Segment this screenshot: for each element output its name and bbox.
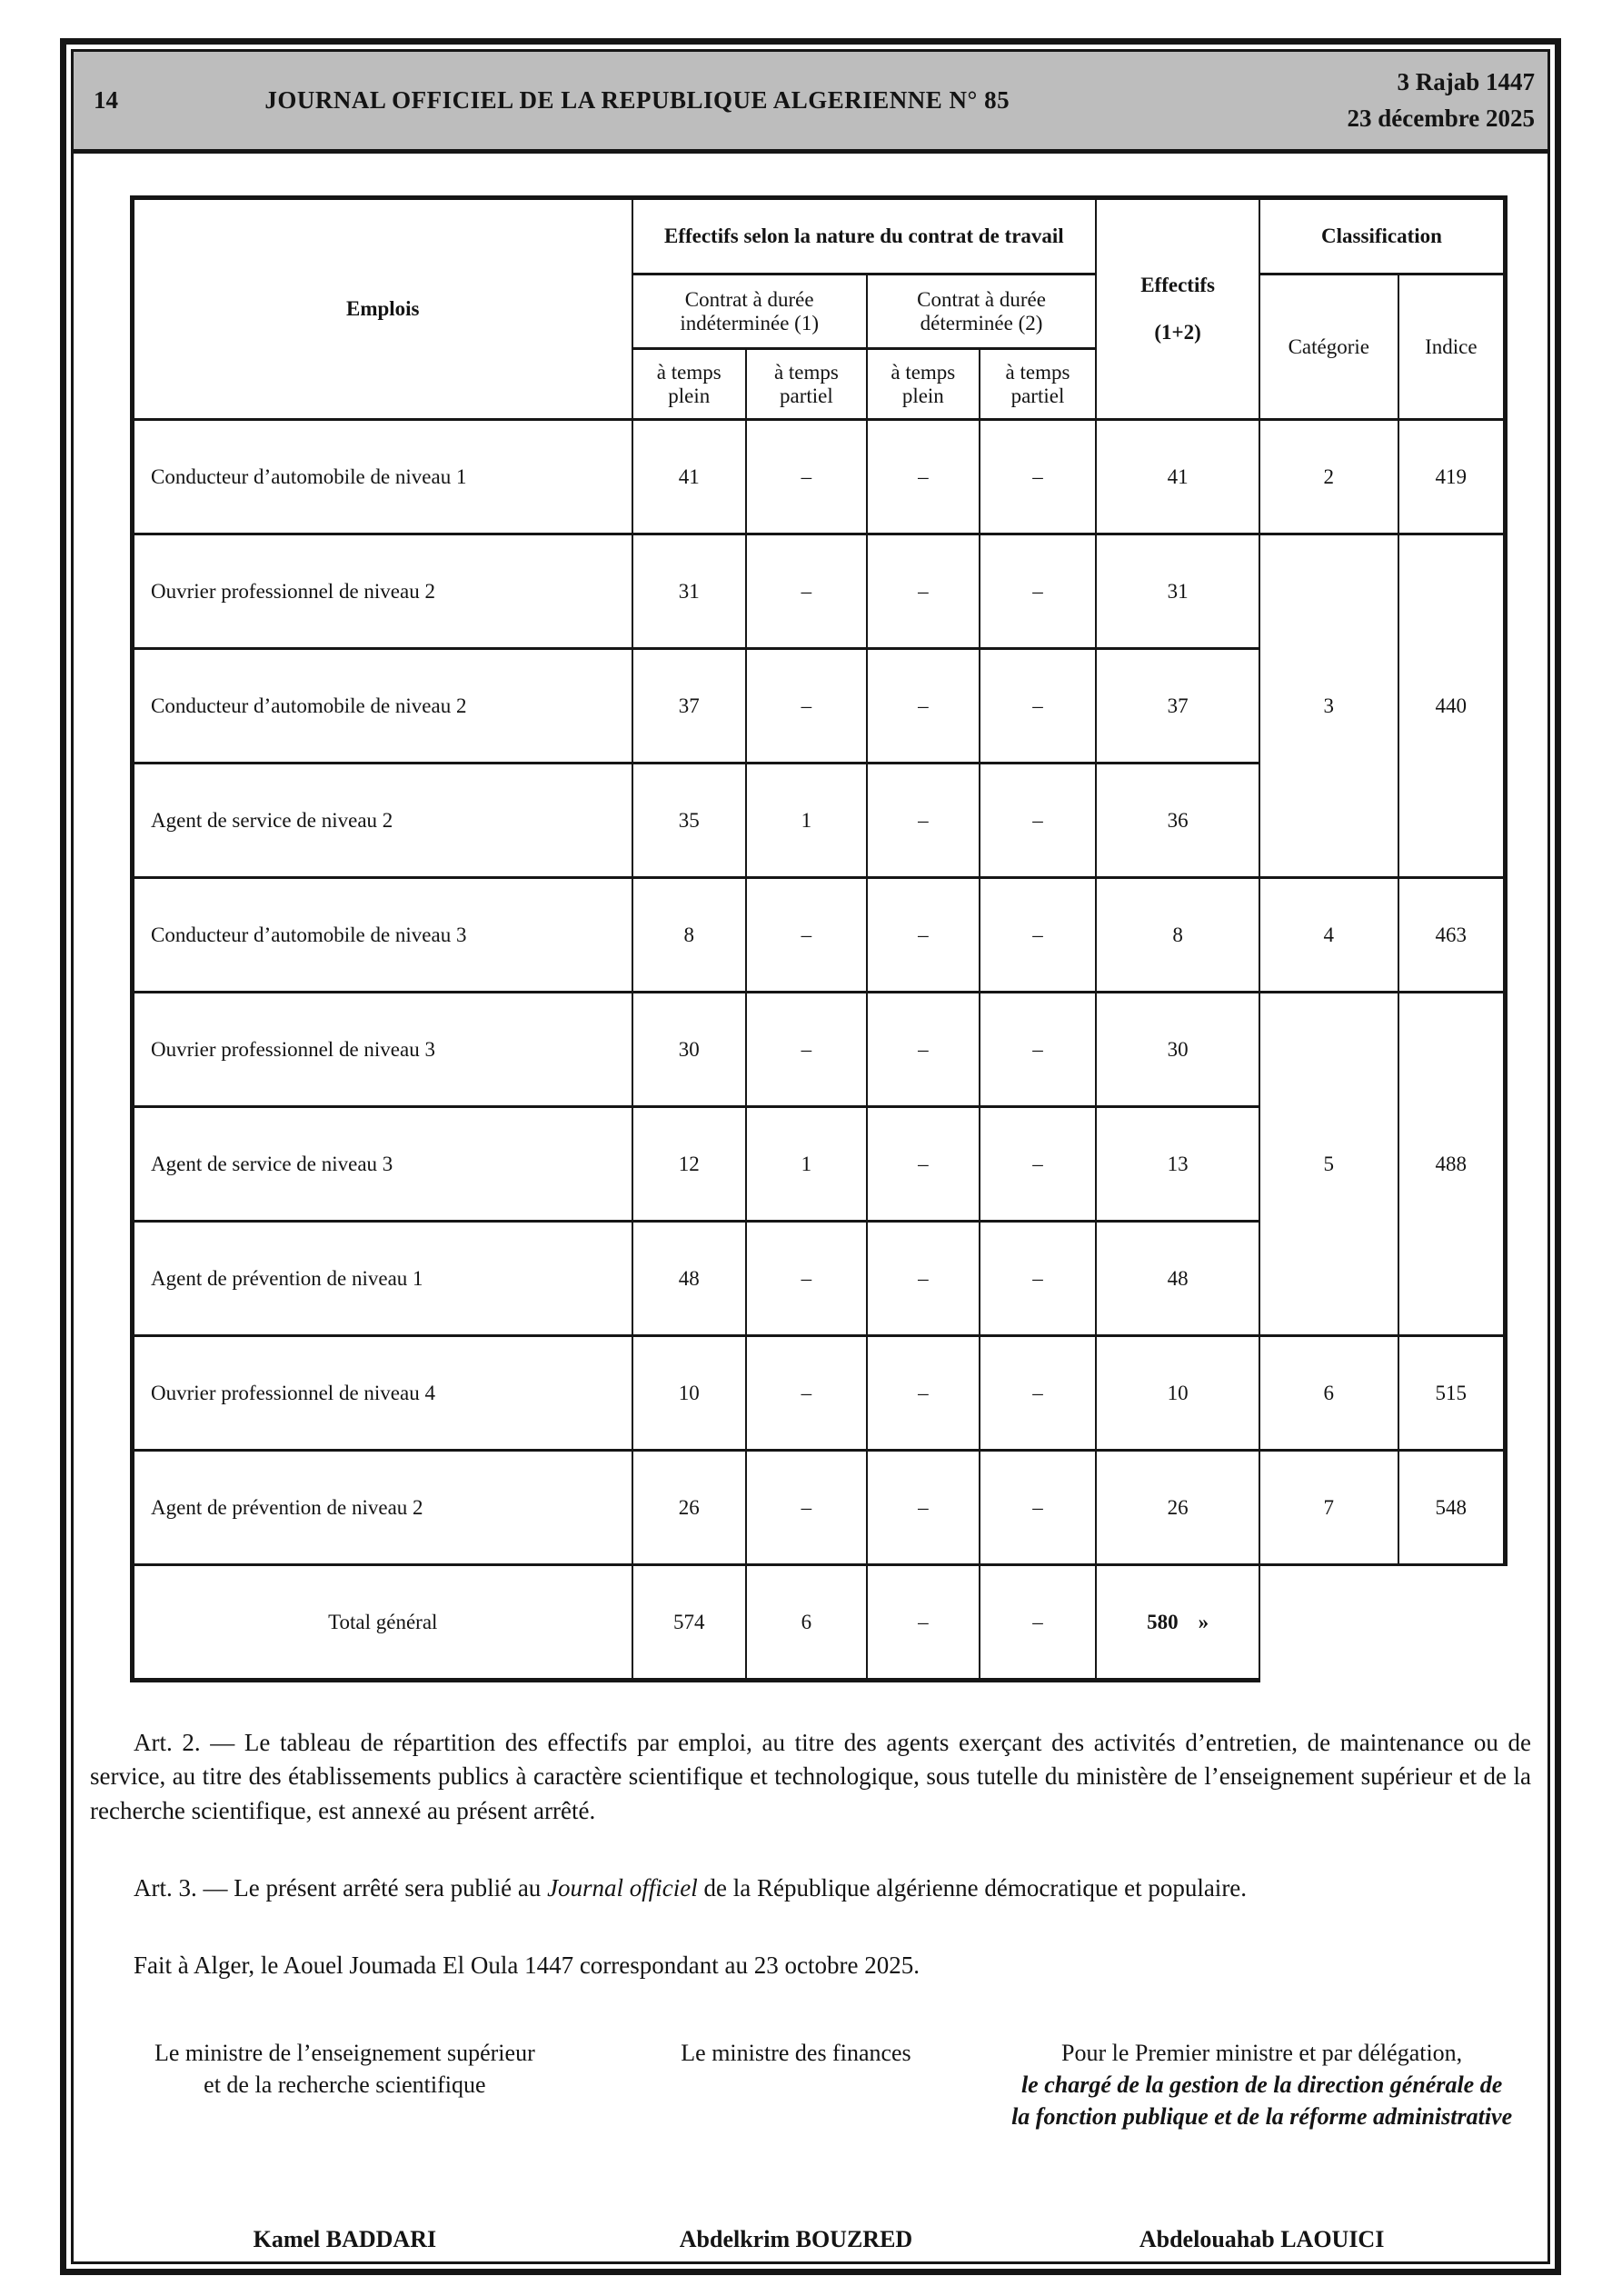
col-header-categorie: Catégorie — [1259, 275, 1398, 420]
total-effectifs-value: 580 — [1147, 1610, 1179, 1633]
header-band — [74, 52, 1547, 154]
article-3-text-post: de la République algérienne démocratique et populaire. — [697, 1873, 1248, 1902]
signature-premier-ministre-delegation — [985, 2033, 1538, 2253]
emploi-cell: Conducteur d’automobile de niveau 3 — [133, 878, 632, 993]
cdi-plein-cell: 35 — [632, 764, 746, 878]
effectifs-cell: 41 — [1096, 420, 1259, 534]
signature-title-line: Le ministre de l’enseignement supérieur — [154, 2040, 535, 2067]
page-inner-border — [71, 49, 1550, 2264]
categorie-cell: 4 — [1259, 878, 1398, 993]
col-header-classification: Classification — [1259, 198, 1506, 275]
indice-cell-merged: 488 — [1398, 993, 1506, 1336]
indice-cell: 548 — [1398, 1451, 1506, 1565]
col-header-temps-partiel-cdi: à temps partiel — [746, 349, 867, 420]
table-row — [133, 993, 1506, 1107]
total-cdd-plein-cell: – — [867, 1565, 980, 1681]
signature-minister-finances — [607, 2033, 986, 2253]
cdi-partiel-cell: 1 — [746, 764, 867, 878]
cdd-plein-cell: – — [867, 1107, 980, 1222]
table-row — [133, 1336, 1506, 1451]
cdd-partiel-cell: – — [980, 1222, 1096, 1336]
cdi-plein-cell: 48 — [632, 1222, 746, 1336]
col-header-temps-partiel-cdd: à temps partiel — [980, 349, 1096, 420]
cdi-partiel-cell: – — [746, 649, 867, 764]
emploi-cell: Agent de prévention de niveau 1 — [133, 1222, 632, 1336]
effectifs-cell: 26 — [1096, 1451, 1259, 1565]
table-total-row — [133, 1565, 1506, 1681]
col-header-temps-plein-cdd: à temps plein — [867, 349, 980, 420]
signature-title — [83, 2033, 607, 2226]
cdd-partiel-cell: – — [980, 1336, 1096, 1451]
cdd-partiel-cell: – — [980, 649, 1096, 764]
table-row — [133, 1451, 1506, 1565]
categorie-cell: 6 — [1259, 1336, 1398, 1451]
effectifs-cell: 13 — [1096, 1107, 1259, 1222]
indice-cell: 419 — [1398, 420, 1506, 534]
categorie-cell: 7 — [1259, 1451, 1398, 1565]
cdi-plein-cell: 31 — [632, 534, 746, 649]
date-gregorian: 23 décembre 2025 — [1347, 104, 1535, 132]
total-cdi-partiel-cell: 6 — [746, 1565, 867, 1681]
emploi-cell: Ouvrier professionnel de niveau 2 — [133, 534, 632, 649]
categorie-cell: 2 — [1259, 420, 1398, 534]
signature-title-line: Le ministre des finances — [681, 2040, 911, 2067]
fait-a-alger-line: Fait à Alger, le Aouel Joumada El Oula 1447 correspondant au 23 octobre 2025. — [134, 1952, 920, 1979]
cdd-plein-cell: – — [867, 534, 980, 649]
effectifs-cell: 10 — [1096, 1336, 1259, 1451]
cdd-plein-cell: – — [867, 993, 980, 1107]
table-row — [133, 878, 1506, 993]
signature-title-line: et de la recherche scientifique — [204, 2071, 486, 2099]
categorie-cell-merged: 5 — [1259, 993, 1398, 1336]
signatures-block — [83, 2033, 1538, 2253]
cdd-partiel-cell: – — [980, 878, 1096, 993]
signatory-name: Abdelouahab LAOUICI — [1139, 2226, 1385, 2253]
cdi-partiel-cell: 1 — [746, 1107, 867, 1222]
staffing-table — [130, 195, 1508, 1682]
emploi-cell: Conducteur d’automobile de niveau 2 — [133, 649, 632, 764]
empty-classification-area — [1259, 1565, 1506, 1681]
total-cdd-partiel-cell: – — [980, 1565, 1096, 1681]
signature-title — [985, 2033, 1538, 2226]
cdi-plein-cell: 10 — [632, 1336, 746, 1451]
cdi-plein-cell: 37 — [632, 649, 746, 764]
publication-dates — [1348, 65, 1535, 135]
signature-title-line: Pour le Premier ministre et par délégation, — [1061, 2040, 1463, 2067]
cdi-partiel-cell: – — [746, 993, 867, 1107]
cdd-plein-cell: – — [867, 1336, 980, 1451]
col-header-temps-plein-cdi: à temps plein — [632, 349, 746, 420]
col-header-effectifs-nature: Effectifs selon la nature du contrat de travail — [632, 198, 1097, 275]
signatory-name: Kamel BADDARI — [253, 2226, 437, 2253]
cdd-plein-cell: – — [867, 1451, 980, 1565]
col-header-effectifs-total — [1096, 198, 1259, 420]
effectifs-sub-label: (1+2) — [1154, 321, 1201, 344]
effectifs-cell: 30 — [1096, 993, 1259, 1107]
table-row — [133, 534, 1506, 649]
cdd-partiel-cell: – — [980, 420, 1096, 534]
emploi-cell: Ouvrier professionnel de niveau 3 — [133, 993, 632, 1107]
article-3-text-pre: Art. 3. — Le présent arrêté sera publié au — [134, 1873, 548, 1902]
date-hijri: 3 Rajab 1447 — [1397, 68, 1535, 96]
col-header-cdd: Contrat à durée déterminée (2) — [867, 275, 1096, 349]
col-header-indice: Indice — [1398, 275, 1506, 420]
effectifs-cell: 8 — [1096, 878, 1259, 993]
cdd-partiel-cell: – — [980, 1107, 1096, 1222]
cdd-partiel-cell: – — [980, 764, 1096, 878]
indice-cell-merged: 440 — [1398, 534, 1506, 878]
signature-title-line-italic: le chargé de la gestion de la direction générale de — [1020, 2071, 1503, 2099]
cdd-plein-cell: – — [867, 764, 980, 878]
effectifs-label: Effectifs — [1140, 274, 1215, 296]
emploi-cell: Conducteur d’automobile de niveau 1 — [133, 420, 632, 534]
total-label-cell: Total général — [133, 1565, 632, 1681]
cdd-partiel-cell: – — [980, 534, 1096, 649]
cdi-partiel-cell: – — [746, 534, 867, 649]
col-header-emplois: Emplois — [133, 198, 632, 420]
cdi-partiel-cell: – — [746, 420, 867, 534]
cdd-plein-cell: – — [867, 878, 980, 993]
page-number: 14 — [94, 86, 118, 114]
emploi-cell: Ouvrier professionnel de niveau 4 — [133, 1336, 632, 1451]
signature-title-line-italic: la fonction publique et de la réforme administrative — [1011, 2103, 1513, 2131]
article-3-journal-officiel: Journal officiel — [547, 1873, 698, 1902]
signatory-name: Abdelkrim BOUZRED — [679, 2226, 913, 2253]
emploi-cell: Agent de prévention de niveau 2 — [133, 1451, 632, 1565]
cdi-plein-cell: 8 — [632, 878, 746, 993]
signature-minister-higher-education — [83, 2033, 607, 2253]
effectifs-cell: 48 — [1096, 1222, 1259, 1336]
categorie-cell-merged: 3 — [1259, 534, 1398, 878]
cdi-partiel-cell: – — [746, 1222, 867, 1336]
total-cdi-plein-cell: 574 — [632, 1565, 746, 1681]
signature-title — [607, 2033, 986, 2226]
indice-cell: 515 — [1398, 1336, 1506, 1451]
article-2-paragraph: Art. 2. — Le tableau de répartition des effectifs par emploi, au titre des agents exerçant des activités d’entretien, de maintenance ou de service, au titre des établissements publics à caractère scientifique et technologique, sous tutelle du ministère de l’enseignement supérieur et de la recherche scientifique, est annexé au présent arrêté. — [90, 1729, 1531, 1824]
guillemet-mark: » — [1198, 1610, 1209, 1633]
page-frame — [60, 38, 1561, 2275]
journal-title: JOURNAL OFFICIEL DE LA REPUBLIQUE ALGERIENNE N° 85 — [264, 86, 1010, 114]
cdi-plein-cell: 41 — [632, 420, 746, 534]
effectifs-cell: 36 — [1096, 764, 1259, 878]
cdi-plein-cell: 30 — [632, 993, 746, 1107]
cdi-plein-cell: 26 — [632, 1451, 746, 1565]
effectifs-cell: 37 — [1096, 649, 1259, 764]
table-row — [133, 420, 1506, 534]
table-header-row-1 — [133, 198, 1506, 275]
effectifs-cell: 31 — [1096, 534, 1259, 649]
cdi-partiel-cell: – — [746, 1451, 867, 1565]
cdd-partiel-cell: – — [980, 993, 1096, 1107]
emploi-cell: Agent de service de niveau 2 — [133, 764, 632, 878]
cdi-plein-cell: 12 — [632, 1107, 746, 1222]
indice-cell: 463 — [1398, 878, 1506, 993]
cdd-plein-cell: – — [867, 649, 980, 764]
emploi-cell: Agent de service de niveau 3 — [133, 1107, 632, 1222]
cdi-partiel-cell: – — [746, 878, 867, 993]
cdd-partiel-cell: – — [980, 1451, 1096, 1565]
col-header-cdi: Contrat à durée indéterminée (1) — [632, 275, 867, 349]
article-3-paragraph — [90, 1872, 1531, 1905]
cdd-plein-cell: – — [867, 1222, 980, 1336]
cdi-partiel-cell: – — [746, 1336, 867, 1451]
total-effectifs-cell — [1096, 1565, 1259, 1681]
cdd-plein-cell: – — [867, 420, 980, 534]
